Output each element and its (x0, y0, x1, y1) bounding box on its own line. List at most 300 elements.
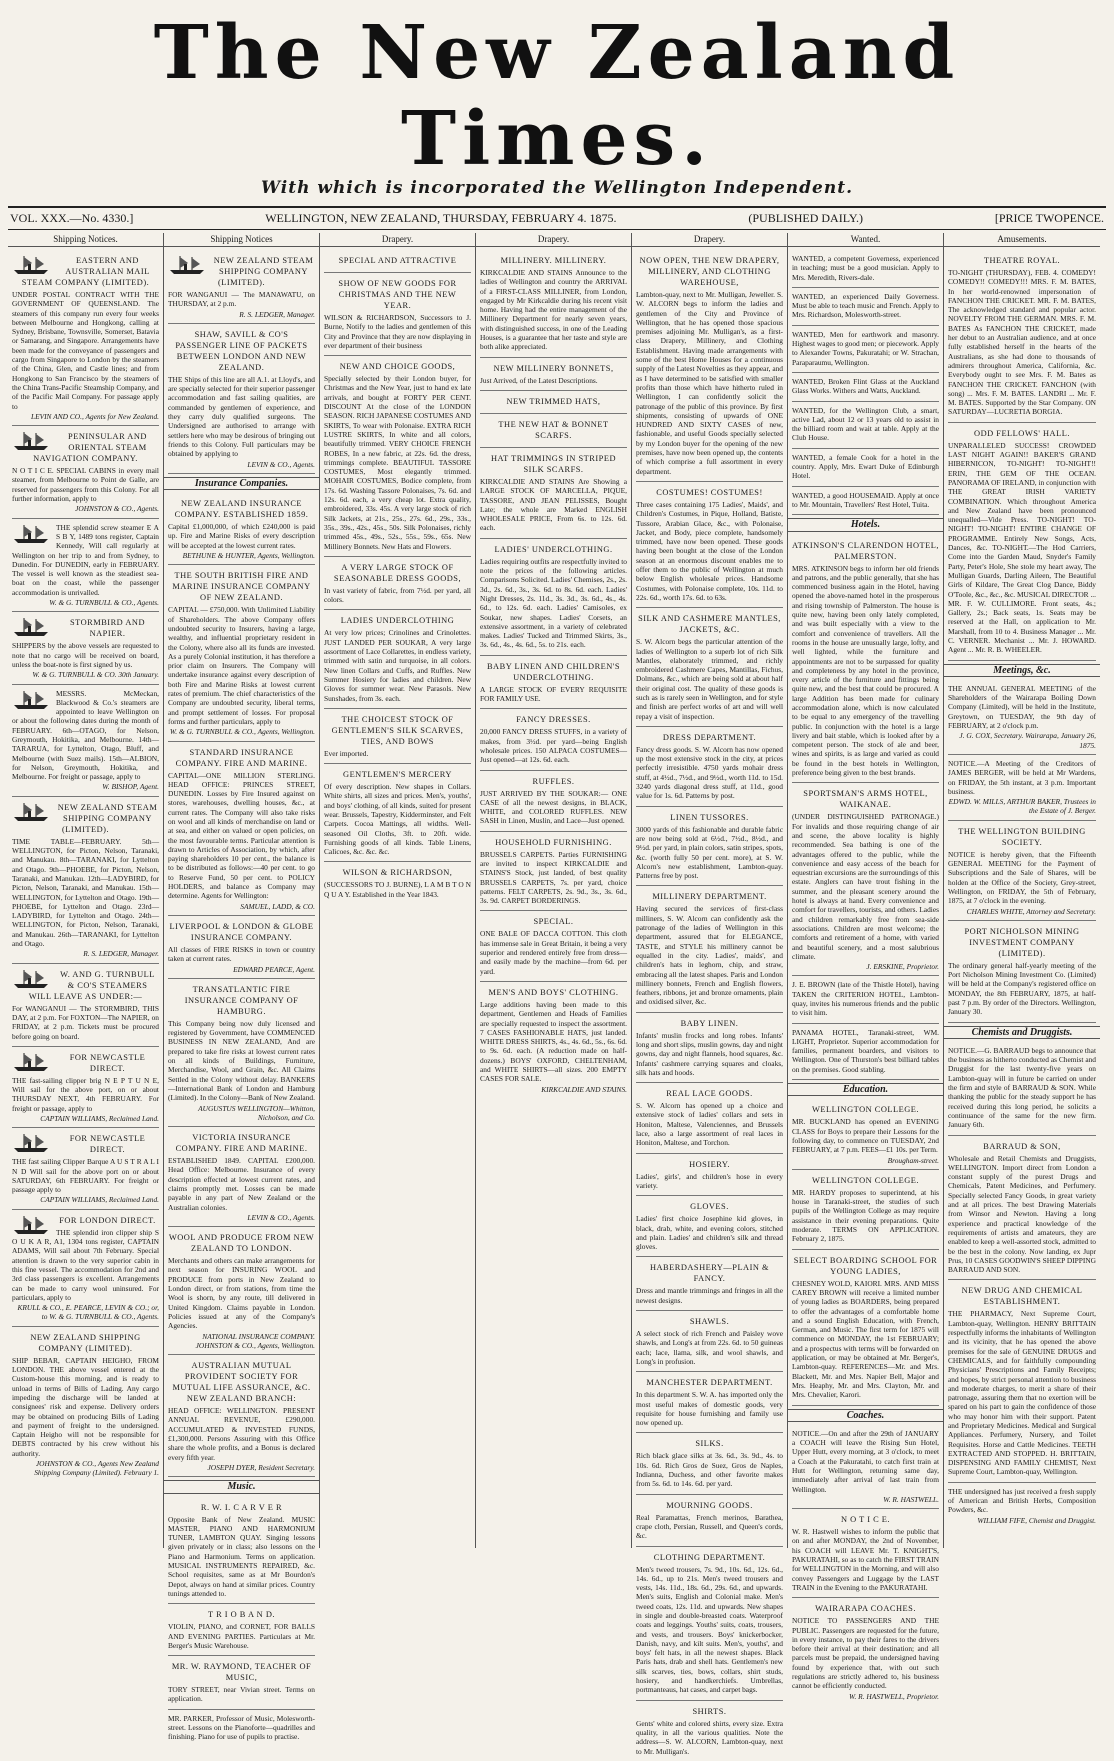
ad-body: All classes of FIRE RISKS in town or country taken at current rates. (168, 944, 315, 964)
ad-signature: LEVIN & CO., Agents. (247, 459, 315, 469)
ad-body: UNDER POSTAL CONTRACT WITH THE GOVERNMENT OF QUEENSLAND. The steamers of this company run every four weeks between Melbourne and Hongkong, calling at Sydney, Brisbane, Townsville, Somerset, Batavia or Samarang, and Singapore. Arrangements have been made for the conveyance of passengers and cargo from Singapore to London by the steamers of the China, Glen, and Castle lines; and from Hongkong to San Francisco by the steamers of the China Trans-Pacific Steamship Company, and of the Pacific Mail Company. For passage apply to (12, 290, 159, 411)
advertisement (168, 742, 315, 916)
advertisement (168, 493, 315, 565)
ad-body: THE splendid screw steamer E A S B Y, 1489 tons register, Captain Kennedy, Will call regularly at Wellington on her trip to and from Sydney, to Dunedin. For DUNEDIN, early in FEBRUARY. The vessel is well known as the steadiest sea-boat on the coast, while the passenger accommodation is unrivalled. (12, 522, 159, 597)
ad-signature: W. & G. TURNBULL & CO., Agents. (49, 598, 159, 608)
ship-icon (12, 1214, 52, 1236)
place-date: WELLINGTON, NEW ZEALAND, THURSDAY, FEBRUARY 4. 1875. (265, 211, 617, 225)
advertisement (792, 1099, 939, 1169)
ship-icon (12, 1051, 52, 1073)
advertisement (792, 326, 939, 373)
newspaper-title: The New Zealand Times. (153, 10, 961, 182)
advertisement (12, 426, 159, 518)
ad-headline: N O T I C E. (841, 1515, 890, 1525)
ad-body: JUST ARRIVED BY THE SOUKAR:— ONE CASE of all the newest designs, in BLACK, WHITE, and COLORED RUFFLES. NEW SASH in Linen, Muslin, and Lace—Just opened. (480, 788, 627, 826)
ad-headline: THEATRE ROYAL. (983, 256, 1061, 265)
ad-headline: THE WELLINGTON BUILDING SOCIETY. (958, 826, 1086, 847)
advertisement (324, 709, 471, 764)
advertisement (12, 250, 159, 426)
ad-headline: PENINSULAR AND ORIENTAL STEAM NAVIGATION COMPANY. (33, 432, 147, 464)
ad-headline: NEW ZEALAND STEAM SHIPPING COMPANY (LIMITED). (213, 256, 314, 287)
advertisement (948, 250, 1096, 423)
ad-headline: FANCY DRESSES. (516, 715, 591, 725)
ad-body: FOR WANGANUI — The MANAWATU, on THURSDAY, at 2 p.m. (168, 290, 315, 309)
ad-body: J. E. BROWN (late of the Thistle Hotel), having TAKEN the CRITERION HOTEL, Lambton-quay, invites his numerous friends and the public to visit him. (792, 980, 939, 1018)
section-heading: Meetings, &c. (944, 664, 1100, 677)
advertisement (168, 1710, 315, 1747)
ad-body: A select stock of rich French and Paisley wove shawls, and Long's at from 22s. 6d. to 50 guineas each; lace, llama, silk, and wool shawls, and Long's in profusion. (636, 1329, 783, 1366)
ad-body: KIRKCALDIE AND STAINS Announce to the ladies of Wellington and country the ARRIVAL of a FIRST-CLASS MILLINER, from London, engaged by Mr Kirkcaldie during his recent visit home. Having had the entire management of the Millinery Department for nearly seven years, with distinguished success, in one of the Leading Houses, is a guarantee that her taste and style are both alike appreciated. (480, 268, 627, 352)
columns (8, 233, 1106, 1756)
advertisement (168, 1604, 315, 1656)
ad-body: PANAMA HOTEL, Taranaki-street, WM. LIGHT, Proprietor. Superior accommodation for families, permanent boarders, and visitors to Wellington. One of Thurston's best billiard tables on the premises. Good stabling. (792, 1027, 939, 1074)
ad-body: Real Paramattas, French merinos, Barathea, crape cloth, Persian, Russell, and Queen's cords, &c. (636, 1512, 783, 1541)
advertisement (948, 1136, 1096, 1281)
ad-signature: LEVIN & CO., Agents. (247, 1212, 315, 1222)
ad-body: WILSON & RICHARDSON, Successors to J. Burne, Notify to the ladies and gentlemen of this City and Province that they are now displaying in ever department of their business (324, 313, 471, 350)
advertisement (480, 709, 627, 770)
ad-headline: DRESS DEPARTMENT. (662, 732, 757, 742)
ad-headline: BARRAUD & SON, (983, 1141, 1061, 1151)
ad-body: In this department S. W. A. has imported only the most useful makes of domestic goods, very requisite for house furnishing and family use now opened up. (636, 1390, 783, 1428)
ship-icon (12, 254, 52, 276)
ad-headline: COSTUMES! COSTUMES! (656, 487, 763, 497)
ship-icon (12, 968, 52, 990)
ad-body: MR. HARDY proposes to superintend, at his house in Taranaki-street, the studies of such pupils of the Wellington College as may require assistance in their evening preparations. Quite moderate. TERMS ON APPLICATION. February 2, 1875. (792, 1187, 939, 1244)
advertisement (636, 1547, 783, 1701)
ad-body: HEAD OFFICE: WELLINGTON. PRESENT ANNUAL REVENUE, £290,000. ACCUMULATED & INVESTED FUNDS, £1,300,000. Persons Assuring with this Office share the whole profits, and a Bonus is declared every fifth year. (168, 1406, 315, 1462)
column-heading: Amusements. (944, 233, 1100, 247)
ad-body: Lambton-quay, next to Mr. Mulligan, Jeweller. S. W. ALCORN begs to inform the ladies and gentlemen of the City and Province of Wellington, that he has opened those spacious premises adjoining Mr. Mulligan's, as a first-class Drapery, Millinery, and Clothing Establishment. Having made arrangements with some of the best Home Houses for a continuous supply of the Latest Novelties as they appear, and as I have determined to be satisfied with smaller profits than those which have hitherto ruled in Wellington, I can confidently solicit the patronage of the public of this province. By first shipments, consisting of upwards of ONE HUNDRED AND SIXTY CASES of new, fashionable, and useful Goods specially selected by my London buyer for the opening of the new premises, have now been opened up, the contents of which comprise a full assortment in every department. (636, 290, 783, 476)
dateline (8, 206, 1106, 230)
advertisement (480, 832, 627, 912)
advertisement (792, 976, 939, 1023)
advertisement (792, 288, 939, 326)
advertisement (480, 414, 627, 448)
ad-headline: PORT NICHOLSON MINING INVESTMENT COMPANY (LIMITED). (964, 926, 1080, 958)
ad-signature: WILLIAM FIFE, Chemist and Druggist. (977, 1515, 1096, 1525)
column-6 (788, 233, 944, 1701)
ad-body: N O T I C E. SPECIAL CABINS in every mail steamer, from Melbourne to Point de Galle, are reserved for passengers from this Colony. For all further information, apply to (12, 466, 159, 504)
advertisement (324, 764, 471, 862)
ad-headline: LIVERPOOL & LONDON & GLOBE INSURANCE COMPANY. (169, 921, 314, 942)
newspaper-subtitle: With which is incorporated the Wellington Independent. (260, 178, 853, 198)
ad-headline: STANDARD INSURANCE COMPANY. FIRE AND MARINE. (175, 747, 308, 768)
advertisement (948, 755, 1096, 821)
advertisement (636, 250, 783, 482)
ad-body: Ladies' first choice Josephine kid gloves, in black, drab, white, and evening colors, stitched and plain. Ladies' and children's silk and thread gloves. (636, 1214, 783, 1252)
advertisement (480, 982, 627, 1098)
advertisement (12, 1210, 159, 1327)
section-heading: Insurance Companies. (164, 477, 319, 490)
section-heading: Coaches. (788, 1409, 943, 1422)
ship-icon (12, 523, 52, 545)
advertisement (168, 916, 315, 979)
ad-body: Three cases containing 175 Ladies', Maids', and Children's Costumes, in Pique, Holland, Batiste, Tussore, Arabian Glace, &c., with Polonaise, Jacket, and Body, piece complete, handsomely trimmed, have now been opened. These goods having been bought at the close of the London season at an enormous discount enables me to offer them to the public of Wellington at much below English wholesale prices. Handsome Costumes, with Polonaise complete, 10s. 11d. to 22s. 6d., worth 17s. 6d. to 63s. (636, 499, 783, 602)
column-7 (944, 233, 1100, 1548)
ad-headline: NEW AND CHOICE GOODS, (339, 362, 456, 372)
advertisement (636, 1311, 783, 1372)
ad-signature: W. R. HASTWELL, Proprietor. (849, 1691, 939, 1701)
ad-body: NOTICE.—G. BARRAUD begs to announce that the business as hitherto conducted as Chemist and Druggist for the last twenty-five years on Lambton-quay will in future be carried on under the firm and style of BARRAUD & SON. While thanking the public for the steady support he has received during this long period, he solicits a continuance of the same for the new firm. January 6th. (948, 1045, 1096, 1130)
advertisement (636, 1013, 783, 1083)
ad-headline: GENTLEMEN'S MERCERY (343, 770, 452, 780)
ad-headline: REAL LACE GOODS. (666, 1089, 753, 1099)
advertisement (168, 1497, 315, 1605)
ad-signature: W. & G. TURNBULL & CO. 30th January. (32, 670, 159, 680)
advertisement (948, 680, 1096, 755)
ad-headline: LADIES UNDERCLOTHING (340, 616, 455, 626)
ad-body: THE splendid iron clipper ship S O U K A R, A1, 1304 tons register, CAPTAIN ADAMS, Will sail about 7th February. Special attention is drawn to the very superior cabin in this fine vessel. The accommodation for 2nd and 3rd class passengers is excellent. Arrangements can be made to carry wool uninsured. For particulars, apply to (12, 1227, 159, 1302)
advertisement (12, 1327, 159, 1482)
ad-signature: W. R. HASTWELL. (883, 1494, 939, 1504)
ad-signature: R. S. LEDGER, Manager. (239, 309, 315, 319)
advertisement (636, 1196, 783, 1257)
ad-signature: J. ERSKINE, Proprietor. (866, 962, 939, 972)
ad-headline: HOUSEHOLD FURNISHING. (495, 837, 612, 847)
volume-number: VOL. XXX.—No. 4330.] (10, 211, 134, 225)
advertisement (168, 250, 315, 324)
ad-body: MR. BUCKLAND has opened an EVENING CLASS for Boys to prepare their Lessons for the following day, to commence on TUESDAY, 2nd FEBRUARY, at 7 p.m. FEES—£1 10s. per Term. (792, 1117, 939, 1155)
ad-headline: R. W. I. C A R V E R (200, 1502, 283, 1512)
advertisement (636, 1257, 783, 1311)
column-heading: Drapery. (632, 233, 787, 247)
advertisement (636, 1083, 783, 1153)
advertisement (636, 608, 783, 727)
ad-body: The ordinary general half-yearly meeting of the Port Nicholson Mining Investment Co. (Limited) will be held at the Company's registered office on MONDAY, the 8th FEBRUARY, 1875, at half-past 7 p.m. By order of the Directors. Wellington, January 30. (948, 960, 1096, 1017)
ad-headline: T R I O B A N D. (208, 1610, 275, 1620)
ad-body: For WANGANUI — The STORMBIRD, THIS DAY, at 2 p.m. For FOXTON—The NAPIER, on FRIDAY, at 2 p.m. Tickets must be procured before going on board. (12, 1003, 159, 1041)
ad-headline: RUFFLES. (532, 776, 575, 786)
ad-signature: AUGUSTUS WELLINGTON—Whitton, Nicholson, and Co. (198, 1103, 315, 1122)
advertisement (948, 1483, 1096, 1529)
advertisement (168, 565, 315, 741)
ad-headline: WAIRARAPA COACHES. (815, 1604, 916, 1614)
ad-headline: HAT TRIMMINGS IN STRIPED SILK SCARFS. (491, 453, 616, 474)
column-heading: Drapery. (320, 233, 475, 247)
advertisement (324, 862, 471, 904)
advertisement (480, 539, 627, 656)
column-5 (632, 233, 788, 1756)
ad-body: CAPITAL—ONE MILLION STERLING. HEAD OFFICE: PRINCES STREET, DUNEDIN. Losses by Fire Insured against on stores, warehouses, dwelling houses, &c., at current rates. The Company will also take risks on wool and all kinds of merchandise on land or at sea, and either on valued or open policies, on the most favourable terms. Particular attention is drawn to Articles of Association, by which, after paying shareholders 10 per cent., the balance is to be distributed as follows:—40 per cent. to go to Reserve Fund, 50 per cent. to POLICY HOLDERS, and balance as Company may determine. Agents for Wellington: (168, 770, 315, 901)
advertisement (480, 391, 627, 414)
ad-body: 3000 yards of this fashionable and durable fabric are now being sold at 6½d., 7½d., 8½d., and 9½d. per yard, in plain colors, satin stripes, spots, &c. (worth fully 50 per cent. more), at S. W. Alcorn's new establishment, Lambton-quay. Patterns free by post. (636, 824, 783, 881)
ad-headline: ATKINSON'S CLARENDON HOTEL, PALMERSTON. (792, 540, 939, 561)
ad-headline: WOOL AND PRODUCE FROM NEW ZEALAND TO LONDON. (168, 1233, 315, 1254)
advertisement (792, 1425, 939, 1509)
ad-body: WANTED, for the Wellington Club, a smart, active Lad, about 12 or 13 years old to assist in the billiard room and wait at table. Apply at the Club House. (792, 405, 939, 443)
advertisement (792, 250, 939, 288)
ad-signature: Brougham-street. (887, 1155, 939, 1165)
ad-headline: THE SOUTH BRITISH FIRE AND MARINE INSURANCE COMPANY OF NEW ZEALAND. (172, 571, 311, 603)
ad-body: This Company being now duly licensed and registered by Government, have COMMENCED BUSINESS IN NEW ZEALAND, And are prepared to take fire risks at lowest current rates on all kinds of Buildings, Furniture, Merchandise, Wool, and Grain, &c. All Claims Settled in the Colony without delay. BANKERS—International Bank of London and Hamburg (Limited). In the Colony—Bank of New Zealand. (168, 1018, 315, 1103)
ad-body: WANTED, a female Cook for a hotel in the country. Apply, Mrs. Ewart Duke of Edinburgh Hotel. (792, 452, 939, 481)
ad-body: Men's tweed trousers, 7s. 9d., 10s. 6d., 12s. 6d., 14s. 6d., up to 21s. Men's tweed trousers and vests, 14s. 11d., 18s. 6d., 29s. 6d., and upwards. Men's suits, English and Colonial make. Men's tweed coats, 12s. 11d. and upwards. New shapes in single and double-breasted coats. Waterproof coats and leggings. Youths' suits, coats, trousers, and vests, and trousers. Boys' knickerbocker, Danish, navy, and kilt suits. Men's, youths', and boys' felt hats, in all the newest shapes. Black Paris hats, drab and shell hats. Gentlemen's new silk scarves, ties, bows, collars, shirt studs, hosiery, and handkerchiefs. Umbrellas, portmanteaus, hat cases, and carpet bags. (636, 1564, 783, 1695)
column-1 (8, 233, 164, 1548)
advertisement (636, 482, 783, 608)
ad-signature: CAPTAIN WILLIAMS, Reclaimed Land. (40, 1195, 159, 1205)
ship-icon (12, 689, 52, 711)
ad-headline: TRANSATLANTIC FIRE INSURANCE COMPANY OF HAMBURG. (184, 984, 299, 1016)
ad-headline: FOR LONDON DIRECT. (59, 1215, 156, 1225)
ad-headline: VICTORIA INSURANCE COMPANY. FIRE AND MARINE. (175, 1133, 308, 1154)
ad-body: S. W. Alcorn begs the particular attention of the ladies of Wellington to a superb lot of rich Silk Mantles, elaborately trimmed, and richly embroidered Cashmere Capes, Mantillas, Fichus, Dolmans, &c., which are being sold at about half their original cost. The quality of these goods is such as is rarely seen in Wellington, and for style and finish are perfect works of art and will well repay a visit of inspection. (636, 637, 783, 721)
advertisement (324, 610, 471, 708)
ad-headline: NEW ZEALAND SHIPPING COMPANY (LIMITED). (30, 1332, 141, 1353)
ad-headline: NEW ZEALAND INSURANCE COMPANY. ESTABLISHED 1859. (174, 499, 309, 520)
advertisement (948, 1280, 1096, 1482)
column-4 (476, 233, 632, 1548)
advertisement (12, 1128, 159, 1209)
ad-body: TO-NIGHT (THURSDAY), FEB. 4. COMEDY! COMEDY!! COMEDY!!! MRS. F. M. BATES, In her world-renowned impersonation of FANCHON THE CRICKET. MR. F. M. BATES, The acknowledged standard and popular actor. NOVELTY FROM THE GERMAN. MRS. F. M. BATES As FANCHON THE CRICKET, made her debut to an Australian audience, and at once fully established herself in the hearts of the Australians, as she had done to thousands of admirers throughout America, California, &c. Everybody ought to see Mrs. F. M. Bates as FANCHON THE CRICKET. FANCHON (with song) ... Mrs. F. M. BATES. LANDRI ... Mr. F. M. BATES. Supported by the Star Company. ON SATURDAY—LUCRETIA BORGIA. (948, 268, 1096, 417)
ad-headline: HOSIERY. (689, 1159, 730, 1169)
advertisement (168, 979, 315, 1127)
advertisement (792, 373, 939, 402)
ad-headline: SILK AND CASHMERE MANTLES, JACKETS, &C. (638, 614, 781, 635)
ad-body: Opposite Bank of New Zealand. MUSIC MASTER, PIANO AND HARMONIUM TUNER, LAMBTON QUAY. Singing lessons given privately or in class; also lessons on the Piano and Harmonium. Terms on application. MUSICAL INSTRUMENTS REPAIRED, &c. School requisites, same as at Mr Bourdon's Depot, always on hand at similar prices. Country tunings attended to. (168, 1514, 315, 1598)
ad-body: TIME TABLE—FEBRUARY. 5th—WELLINGTON, for Picton, Nelson, Taranaki, and Manukau. 8th—TARANAKI, for Lyttelton and Otago. 9th—PHOEBE, for Picton, Nelson, Taranaki, and Manukau. 12th—LADYBIRD, for Picton, Nelson, Taranaki, and Manukau. 15th—WELLINGTON, for Lyttelton and Otago. 19th—PHOEBE, for Lyttelton and Otago. 23rd—LADYBIRD, for Lyttelton and Otago. 24th—WELLINGTON, for Picton, Nelson, Taranaki, and Manukau. 26th—TARANAKI, for Lyttelton and Otago. (12, 836, 159, 949)
advertisement (324, 273, 471, 356)
ad-headline: GLOVES. (690, 1202, 729, 1212)
ad-body: Wholesale and Retail Chemists and Druggists, WELLINGTON. Import direct from London a constant supply of the purest Drugs and Chemicals, Patent Medicines, and Perfumery. Specially selected Fancy Goods, in great variety and at all prices. The best Drawing Materials from Winsor and Newton. Having a long experience and practical knowledge of the requirements of artists and amateurs, they are enabled to keep a well-assorted stock, admitted to be the best in the colony. Now landing, ex Jupr Prus, 10 CASES GOODWIN'S SHEEP DIPPING BARRAUD AND SON. (948, 1153, 1096, 1275)
advertisement (324, 356, 471, 557)
advertisement (480, 656, 627, 710)
advertisement (636, 807, 783, 887)
advertisement (324, 557, 471, 611)
ad-signature: W. BISHOP, Agent. (102, 782, 159, 792)
advertisement (948, 921, 1096, 1023)
ad-body: THE fast-sailing clipper brig N E P T U N E, Will sail for the above port, on or about THURSDAY NEXT, 4th FEBRUARY. For freight or passage, apply to (12, 1075, 159, 1113)
ad-headline: NEW TRIMMED HATS, (506, 396, 601, 406)
advertisement (168, 324, 315, 474)
column-heading: Shipping Notices. (8, 233, 163, 247)
ad-headline: SHOW OF NEW GOODS FOR CHRISTMAS AND THE NEW YEAR. (338, 279, 457, 310)
ad-body: THE fast sailing Clipper Barque A U S T R A L I N D Will sail for the above port on or about SATURDAY, 6th FEBRUARY. For freight or passage apply to (12, 1157, 159, 1195)
advertisement (480, 448, 627, 539)
ad-body: UNPARALLELED SUCCESS! CROWDED LAST NIGHT AGAIN!! BAKER'S GRAND HIBERNICON, TO-NIGHT! TO-NIGHT!! ERIN, THE GEM OF THE OCEAN. PANORAMA OF IRELAND, in conjunction with THE GREAT IRISH VARIETY COMBINATION. Which throughout America and New Zealand have been pronounced unequalled—Vide Press. TO-NIGHT! TO-NIGHT! TO-NIGHT! ENTIRE CHANGE OF PROGRAMME. Entirely New Songs, Acts, Dances, &c. TO-NIGHT.—The Hod Carriers, Come into the Garden Maud, Snyder's Family Party, Peter's Hole, She stole my heart away, The Mulligan Guards, Darling Aileen, The Beautiful Girls of Kildare, The Great Clog Dance, Biddy O'Toole, &c., &c., &c. MUSICAL DIRECTOR ... MR. F. W. CULLIMORE. Front seats, 4s.; Gallery, 2s.; Back seats, 1s. Seats may be reserved at the Hall, on application to Mr. Marshall, from 10 to 4. Business Manager ... Mr. C. VERNER. Mechanist ... Mr. J. HOWARD. Agent ... Mr. R. B. WHEELER. (948, 440, 1096, 655)
published-daily: (PUBLISHED DAILY.) (748, 211, 863, 225)
section-heading: Hotels. (788, 518, 943, 531)
ad-body: MESSRS. McMeckan, Blackwood & Co.'s steamers are appointed to leave Wellington on or about the following dates during the month of FEBRUARY. 6th—OTAGO, for Nelson, Greymouth, Hokitika, and Melbourne. 14th—TARARUA, for Lyttelton, Otago, Bluff, and Melbourne (with Suez mails). 15th—ALBION, for Nelson, Greymouth, Hokitika, and Melbourne. For freight or passage, apply to (12, 688, 159, 782)
ad-body: ESTABLISHED 1849. CAPITAL £200,000. Head Office: Melbourne. Insurance of every description effected at lowest current rates, and claims promptly met. Losses can be made payable in any part of New Zealand or the Australian colonies. (168, 1156, 315, 1212)
ad-headline: CLOTHING DEPARTMENT. (653, 1552, 766, 1562)
ad-body: At very low prices; Crinolines and Crinolettes. JUST LANDED PER SOUKAR, A very large assortment of Lace Collarettes, in endless variety, trimmed with satin and turquoise, in all colors. New linen Collars and Cuffs, and Ruffles. New Summer Hosiery for ladies and children. New Gloves for summer wear. New Parasols. New Sunshades, from 3s. each. (324, 628, 471, 703)
advertisement (792, 1024, 939, 1080)
ad-signature: JOHNSTON & CO., Agents New Zealand Shipping Company (Limited). February 1. (34, 1459, 159, 1478)
advertisement (792, 487, 939, 516)
advertisement (480, 771, 627, 832)
advertisement (12, 519, 159, 613)
ad-body: MRS. ATKINSON begs to inform her old friends and patrons, and the public generally, that she has commenced business again in the Hotel, having opened the above-named hotel in the prosperous and rising township of Palmerston. The house is quite new, having been only lately completed, and was built especially with a view to the comfort and convenience of travellers. All the rooms in the house are unusually large, lofty, and well lighted, while the furniture and appointments are not to be surpassed for quality and completeness by any hotel in the province, every article of the furniture and fittings being quite new, and the best that could be procured. A large Addition has been made for culinary accommodation alone, which is now calculated to be equal to any emergency of the travelling public. In conjunction with the hotel is a large livery and bait stable, which is looked after by a competent person. The stock of ale and beer, wines and spirits, is as large and varied as could be found in the best hotels in Wellington, preference being given to the best brands. (792, 563, 939, 778)
advertisement (12, 1047, 159, 1128)
ad-headline: NOW OPEN, THE NEW DRAPERY, MILLINERY, AND CLOTHING WAREHOUSE, (639, 256, 780, 287)
column-heading: Shipping Notices (164, 233, 319, 247)
advertisement (12, 685, 159, 797)
advertisement (792, 402, 939, 449)
ad-signature: SAMUEL, LADD, & CO. (240, 901, 315, 911)
column-heading: Wanted. (788, 233, 943, 247)
ad-body: Ladies', girls', and children's hose in every variety. (636, 1171, 783, 1190)
ad-headline: LINEN TUSSORES. (670, 812, 749, 822)
advertisement (636, 1495, 783, 1547)
ad-signature: KIRKCALDIE AND STAINS. (541, 1084, 627, 1094)
ad-headline: A VERY LARGE STOCK OF SEASONABLE DRESS GOODS, (333, 562, 462, 583)
ad-body: Just Arrived, of the Latest Descriptions. (480, 375, 598, 385)
ad-headline: NEW DRUG AND CHEMICAL ESTABLISHMENT. (961, 1286, 1083, 1307)
ad-body: CHESNEY WOLD, KAIORI. MRS. AND MISS CAREY BROWN will receive a limited number of young ladies as BOARDERS, being prepared to offer the advantages of a comfortable home and a sound English Education, with French, German, and Music. The first term for 1875 will commence on MONDAY, the 1st FEBRUARY; and a prospectus with terms will be forwarded on application, or may be obtained at Mr. Berger's, Lambton-quay. REFERENCES—Mr. and Mrs. Blackett, Mr. and Mrs. Napier Bell, Major and Mrs. Heaphy, Mr. and Mrs. Clayton, Mr. and Mrs. Chevalier, Karori. (792, 1278, 939, 1400)
advertisement (636, 1701, 783, 1761)
ad-body: 20,000 FANCY DRESS STUFFS, in a variety of makes, from 3½d. per yard—being English wholesale prices. 150 ALPACA COSTUMES—Just opened—at 12s. 6d. each. (480, 727, 627, 765)
ad-body: BRUSSELS CARPETS. Parties FURNISHING are invited to inspect KIRKCALDIE and STAINS'S Stock, just landed, of best quality BRUSSELS CARPETS, 7s. per yard, choice patterns. FELT CARPETS, 2s. 9d., 3s., 3s. 6d., 3s. 9d. CARPET BORDERINGS. (480, 849, 627, 906)
ad-headline: MR. W. RAYMOND, TEACHER OF MUSIC, (171, 1662, 312, 1683)
advertisement (636, 1372, 783, 1433)
ad-headline: SHAW, SAVILL & CO'S PASSENGER LINE OF PACKETS BETWEEN LONDON AND NEW ZEALAND. (175, 329, 308, 372)
advertisement (792, 1170, 939, 1250)
ad-headline: MEN'S AND BOYS' CLOTHING. (488, 987, 619, 997)
ship-icon (12, 616, 52, 638)
ad-headline: FOR NEWCASTLE DIRECT. (69, 1134, 146, 1155)
section-heading: Music. (164, 1480, 319, 1493)
advertisement (168, 1656, 315, 1710)
ad-headline: SHIRTS. (692, 1706, 727, 1716)
advertisement (324, 250, 471, 273)
ad-body: THE ANNUAL GENERAL MEETING of the Shareholders of the Wairarapa Boiling Down Company (Limited), will be held in the Institute, Greytown, on TUESDAY, the 9th day of FEBRUARY, at 2 o'clock p.m. (948, 683, 1096, 731)
ad-body: Specially selected by their London buyer, for Christmas and the New Year, just to hand ex late arrivals, and bought at FORTY PER CENT. DISCOUNT At the close of the LONDON SEASON. RICH JAPANESE COSTUMES AND SKIRTS, To wear with Polonaise. EXTRA RICH LUSTRE SKIRTS, In white and all colors, beautifully trimmed. VERY CHOICE FRENCH ROBES, In a new fabric, at 22s. 6d. the dress, trimmings complete. BEAUTIFUL TASSORE COSTUMES, Most elegantly trimmed. MOHAIR COSTUMES, Bodice complete, from 17s. 6d. Washing Tassore Polonaises, 7s. 6d. and 12s. 6d. each, a very cheap lot. Extra quality, embroidered, 33s. 45s. A very large stock of rich Silk Jackets, at 21s., 25s., 27s. 6d., 29s., 33s., 35s., 39s., 42s., 45s., 50s. Silk Polonaises, richly trimmed 45s., 49s., 52s., 55s., 59s., 65s. New Millinery Bonnets. New Hats and Flowers. (324, 374, 471, 551)
ad-body: MR. PARKER, Professor of Music, Molesworth-street. Lessons on the Pianoforte—quadrilles and finishing. Piano for use of pupils to practise. (168, 1713, 315, 1742)
ad-signature: KRULL & CO., E. PEARCE, LEVIN & CO.; or, to W. & G. TURNBULL & CO., Agents. (17, 1303, 159, 1322)
ad-headline: STORMBIRD AND NAPIER. (70, 618, 145, 639)
ad-body: W. R. Hastwell wishes to inform the public that on and after MONDAY, the 2nd of November, his COACH will LEAVE Mr. T. KNIGHT'S, PAKURATAHI, so as to catch the FIRST TRAIN for WELLINGTON in the Morning, and will also convey Passengers and Luggage by the LAST TRAIN in the Evening to the PAKURATAHI. (792, 1527, 939, 1592)
ad-body: WANTED, Broken Flint Glass at the Auckland Glass Works. Withers and Watts, Auckland. (792, 376, 939, 396)
ad-signature: CAPTAIN WILLIAMS, Reclaimed Land. (40, 1114, 159, 1123)
ad-body: Rich black glace silks at 3s. 6d., 3s. 9d., 4s. to 10s. 6d. Rich Gros de Suez, Gros de Naples, Indianna, Duchess, and other favorite makes from 5s. 6d. to 14s. 6d. per yard. (636, 1451, 783, 1489)
ad-headline: W. AND G. TURNBULL & CO'S STEAMERS WILL LEAVE AS UNDER:— (28, 969, 155, 1001)
ad-body: Dress and mantle trimmings and fringes in all the newest designs. (636, 1286, 783, 1305)
ad-headline: LADIES' UNDERCLOTHING. (494, 544, 613, 554)
ad-headline: NEW ZEALAND STEAM SHIPPING COMPANY (LIMITED). (57, 802, 158, 834)
ad-body: NOTICE TO PASSENGERS AND THE PUBLIC. Passengers are requested for the future, in every instance, to pay their fares to the drivers before their arrival at their destination; and all parcels must be prepaid, the undersigned having found by experience that, with out such regulations are strictly adhered to, his business cannot be efficiently conducted. (792, 1616, 939, 1691)
ad-body: WANTED, an experienced Daily Governess. Must be able to teach music and French. Apply to Mrs. Richardson, Molesworth-street. (792, 291, 939, 320)
ad-headline: SPECIAL AND ATTRACTIVE (338, 256, 457, 265)
ad-headline: SELECT BOARDING SCHOOL FOR YOUNG LADIES, (793, 1255, 938, 1276)
ad-body: WANTED, Men for earthwork and masonry. Highest wages to good men; or piecework. Apply to Alexander Towns, Pakuratahi; or W. Strachan, Paraparaumu, Wellington. (792, 329, 939, 367)
ad-signature: LEVIN AND CO., Agents for New Zealand. (30, 411, 159, 421)
advertisement (480, 911, 627, 981)
ad-body: WANTED, a competent Governess, experienced in teaching; must be a good musician. Apply to Mrs. Meredith, Rivers-dale. (792, 254, 939, 282)
ad-signature: JOSEPH DYER, Resident Secretary. (207, 1462, 315, 1472)
ad-headline: MILLINERY. MILLINERY. (500, 256, 607, 265)
section-heading: Chemists and Druggists. (944, 1026, 1100, 1039)
ad-headline: THE NEW HAT & BONNET SCARFS. (498, 419, 609, 440)
ad-body: THE PHARMACY, Next Supreme Court, Lambton-quay, Wellington. HENRY BRITTAIN respectfully informs the inhabitants of Wellington and its vicinity, that he has opened the above premises for the sale of GENUINE DRUGS and CHEMICALS, and for faithfully compounding Physicians' Prescriptions and Family Receipts; and hopes, by strict personal attention to business and moderate charges, to merit a share of their patronage, assuring them that no exertion will be spared on his part to gain the confidence of those who may honor him with their support. Patent and Proprietary Medicines. Medical and Surgical Appliances. Perfumery, Nursery, and Toilet Requisites. Horse and Cattle Medicines. TEETH EXTRACTED AND STOPPED. H. BRITTAIN, DISPENSING AND FAMILY CHEMIST, Next Supreme Court, Lambton-quay, Wellington. (948, 1309, 1096, 1477)
ad-headline: ODD FELLOWS' HALL. (974, 428, 1070, 438)
ad-headline: MILLINERY DEPARTMENT. (652, 892, 767, 902)
advertisement (792, 535, 939, 784)
ad-body: Ladies requiring outfits are respectfully invited to note the prices of the following articles. Comparisons Solicited. Ladies' Chemises, 2s., 2s. 3d., 2s. 6d., 3s., 3s. 6d. to 8s. 6d. each. Ladies' Night Dresses, 2s. 11d., 3s. 3d., 3s. 6d., 4s., 4s. 6d., to 12s. 6d. each. Ladies' Camisoles, ex Soukar, new shapes. Ladies' Corsets, an extensive assortment, in a variety of celebrated makes. Ladies' Tucked and Trimmed Skirts, 3s., 3s. 6d., 4s., 4s. 6d., 5s. to 21s. each. (480, 556, 627, 650)
ad-headline: WELLINGTON COLLEGE. (811, 1105, 920, 1115)
ad-signature: BETHUNE & HUNTER, Agents, Wellington. (182, 551, 315, 561)
advertisement (792, 1598, 939, 1705)
ad-headline: BABY LINEN AND CHILDREN'S UNDERCLOTHING. (486, 661, 621, 682)
ad-headline: HABERDASHERY—PLAIN & FANCY. (649, 1263, 770, 1284)
ad-headline: WILSON & RICHARDSON, (342, 868, 453, 878)
ad-body: Of every description. New shapes in Collars. White shirts, all sizes and prices. Men's, youths', and boys' clothing, of all kinds, suited for present wear. Brussels, Tapestry, Kidderminster, and Felt Carpets. Cocoa Mattings, all widths. Well-seasoned Oil Cloths, 3ft. to 20ft. wide. Furnishing goods of all kinds. Table Linens, Calicoes, &c. &c. &c. (324, 782, 471, 857)
ad-headline: AUSTRALIAN MUTUAL PROVIDENT SOCIETY FOR MUTUAL LIFE ASSURANCE, &C. NEW ZEALAND BRANCH: (172, 1361, 311, 1404)
ad-signature: EDWD. W. MILLS, ARTHUR BAKER, Trustees in the Estate of J. Berger. (948, 797, 1096, 816)
ad-body: THE Ships of this line are all A.1. at Lloyd's, and are specially selected for their superior passenger accommodation and fast sailing qualities, are commanded by gentlemen of experience, and they carry duly qualified surgeons. The Undersigned are authorised to arrange with settlers here who may be desirous of bringing out friends to this Colony. Full particulars may be obtained by applying to (168, 374, 315, 459)
ad-body: (UNDER DISTINGUISHED PATRONAGE.) For invalids and those requiring change of air and scene, the above locality is highly recommended. Sea bathing is one of the advantages offered to the public, while the convenience and easy access of the beach for equestrian excursions are the surroundings of this estate. Anglers can have trout fishing in the summer, and the pleasant scenery around the hotel is always at hand. Every convenience and comfort for travellers, tourists, and others. Ladies and children remarkably free from sea-side associations. Children are most welcome; the comforts and retirement of a home, with varied and beautiful scenery, and a most salubrious climate. (792, 812, 939, 961)
column-3 (320, 233, 476, 1548)
advertisement (168, 1127, 315, 1227)
price: [PRICE TWOPENCE. (994, 211, 1104, 225)
advertisement (12, 964, 159, 1047)
ad-body: NOTICE is hereby given, that the Fifteenth GENERAL MEETING for the Payment of Subscriptions and the Sale of Shares, will be holden at the Office of the Society, Grey-street, Wellington, on FRIDAY, the 5th of February, 1875, at 7 o'clock in the evening. (948, 849, 1096, 906)
ad-signature: W. & G. TURNBULL & CO., Agents, Wellington. (169, 727, 315, 737)
ad-body: THE undersigned has just received a fresh supply of American and British Herbs, Composition Powders, &c. (948, 1486, 1096, 1515)
masthead (8, 10, 1106, 198)
ad-signature: J. G. COX, Secretary. Wairarapa, January 26, 1875. (959, 731, 1096, 750)
ad-headline: EASTERN AND AUSTRALIAN MAIL STEAM COMPANY (LIMITED). (21, 256, 150, 287)
ship-icon (12, 1132, 52, 1154)
ad-headline: MOURNING GOODS. (666, 1500, 753, 1510)
advertisement (480, 358, 627, 391)
ad-body: (SUCCESSORS TO J. BURNE), L A M B T O N Q U A Y. Established in the Year 1843. (324, 880, 471, 899)
advertisement (636, 1154, 783, 1197)
ad-signature: JOHNSTON & CO., Agents. (75, 504, 159, 514)
ad-body: Infants' muslin frocks and long robes. Infants' long and short slips, muslin gowns, day and night gowns, day and night flannels, hood squares, &c. Infants' cashmere carrying squares and cloaks, silk hats and hoods. (636, 1030, 783, 1077)
ad-body: VIOLIN, PIANO, and CORNET, FOR BALLS AND EVENING PARTIES. Particulars at Mr. Berger's Music Warehouse. (168, 1622, 315, 1650)
ad-headline: MANCHESTER DEPARTMENT. (646, 1378, 773, 1388)
ad-headline: SPECIAL. (533, 917, 574, 927)
advertisement (792, 783, 939, 976)
ship-icon (12, 801, 52, 823)
ad-body: Merchants and others can make arrangements for next season for INSURING WOOL and PRODUCE from ports in New Zealand to London direct, or from stations, from time the Wool is shorn, by any route, till delivered in United Kingdom. Claims payable in London. Policies issued at any of the Company's Agencies. (168, 1256, 315, 1331)
ad-signature: EDWARD PEARCE, Agent. (233, 964, 315, 974)
ad-body: WANTED, a good HOUSEMAID. Apply at once to Mr. Mountain, Travellers' Rest Hotel, Tuita. (792, 490, 939, 509)
advertisement (948, 423, 1096, 661)
section-heading: Education. (788, 1083, 943, 1096)
ad-signature: R. S. LEDGER, Manager. (83, 949, 159, 959)
ad-signature: CHARLES WHITE, Attorney and Secretary. (966, 906, 1096, 916)
ad-body: SHIPPERS by the above vessels are requested to note that no cargo will be received on board, unless the boat-note is first signed by us. (12, 641, 159, 669)
ship-icon (168, 254, 208, 276)
ad-signature: NATIONAL INSURANCE COMPANY. JOHNSTON & CO., Agents, Wellington. (195, 1331, 315, 1350)
column-heading: Drapery. (476, 233, 631, 247)
advertisement (12, 797, 159, 964)
advertisement (792, 1250, 939, 1406)
ad-headline: SHAWLS. (689, 1317, 730, 1327)
advertisement (636, 727, 783, 807)
ad-body: CAPITAL — £750,000. With Unlimited Liability of Shareholders. The above Company offers undoubted security to Insurers, having a large, wealthy, and influential proprietary resident in the Colony, where also all its funds are invested. As a purely Colonial institution, it has therefore a prior claim on Insurers. The Company will undertake insurance against every description of both Fire and Marine Risks at lowest current rates of premium. The chief characteristics of the Company are undoubted security, liberal terms, and prompt settlement of losses. For proposal forms and further particulars, apply to (168, 605, 315, 726)
advertisement (948, 821, 1096, 921)
advertisement (948, 1042, 1096, 1136)
advertisement (792, 1509, 939, 1598)
ad-headline: WELLINGTON COLLEGE. (811, 1175, 920, 1185)
ad-headline: BABY LINEN. (680, 1018, 739, 1028)
advertisement (636, 1433, 783, 1494)
ad-body: Having secured the services of first-class milliners, S. W. Alcorn can confidently ask the patronage of the ladies of Wellington in this department, assured that for ELEGANCE, TASTE, and STYLE his millinery cannot be equalled in the city. Ladies', maids', and children's hats in leghorn, chip, and straw, embracing all the latest shapes. Paris and London millinery bonnets, French and English flowers, feathers, ribbons, jet and bronze ornaments, plain and oxidised silver, &c. (636, 904, 783, 1007)
ad-body: KIRKCALDIE AND STAINS Are Showing a LARGE STOCK OF MARCELLA, PIQUE, TASSORE, AND JEAN PELISSES, Bought Late; the whole are Marked ENGLISH WHOLESALE PRICE, From 6s. to 12s. 6d. each. (480, 476, 627, 533)
ad-body: In vast variety of fabric, from 7½d. per yard, all colors. (324, 585, 471, 605)
advertisement (792, 449, 939, 487)
ad-headline: FOR NEWCASTLE DIRECT. (69, 1052, 146, 1073)
advertisement (480, 250, 627, 358)
ad-body: NOTICE.—A Meeting of the Creditors of JAMES BERGER, will be held at Mr Wardens, on FRIDAY, the 5th instant, at 3 p.m. Important business. (948, 758, 1096, 796)
ad-headline: THE CHOICEST STOCK OF GENTLEMEN'S SILK SCARVES, TIES, AND BOWS (331, 714, 464, 746)
ad-body: A LARGE STOCK OF EVERY REQUISITE FOR FAMILY USE. (480, 684, 627, 704)
advertisement (168, 1227, 315, 1355)
advertisement (168, 1355, 315, 1477)
